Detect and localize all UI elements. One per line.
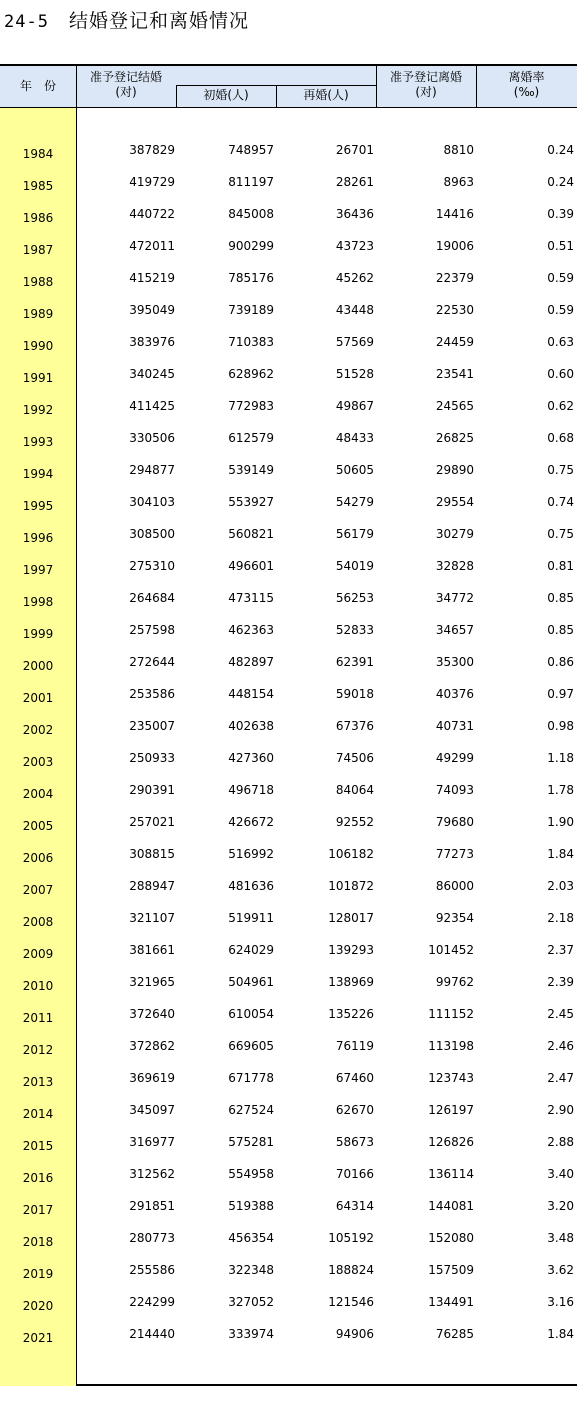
cell-first-marriage: 322348: [228, 1263, 274, 1277]
cell-divorce-registration: 126826: [428, 1135, 474, 1149]
cell-first-marriage: 482897: [228, 655, 274, 669]
cell-year: 1993: [22, 435, 54, 449]
cell-year: 1994: [22, 467, 54, 481]
cell-divorce-rate: 0.24: [547, 175, 574, 189]
cell-first-marriage: 739189: [228, 303, 274, 317]
table-row: [0, 1097, 577, 1129]
cell-remarriage: 105192: [328, 1231, 374, 1245]
cell-marriage-registration: 235007: [129, 719, 175, 733]
cell-first-marriage: 772983: [228, 399, 274, 413]
cell-remarriage: 52833: [335, 623, 374, 637]
cell-first-marriage: 327052: [228, 1295, 274, 1309]
cell-remarriage: 51528: [335, 367, 374, 381]
cell-year: 2006: [22, 851, 54, 865]
cell-marriage-registration: 214440: [129, 1327, 175, 1341]
cell-remarriage: 56253: [335, 591, 374, 605]
cell-divorce-rate: 1.18: [547, 751, 574, 765]
cell-divorce-registration: 152080: [428, 1231, 474, 1245]
cell-first-marriage: 462363: [228, 623, 274, 637]
cell-year: 1984: [22, 147, 54, 161]
cell-marriage-registration: 250933: [129, 751, 175, 765]
cell-divorce-rate: 0.68: [547, 431, 574, 445]
cell-remarriage: 50605: [335, 463, 374, 477]
cell-first-marriage: 554958: [228, 1167, 274, 1181]
cell-divorce-rate: 2.39: [547, 975, 574, 989]
cell-remarriage: 101872: [328, 879, 374, 893]
cell-divorce-registration: 49299: [435, 751, 474, 765]
cell-year: 1999: [22, 627, 54, 641]
cell-divorce-rate: 0.97: [547, 687, 574, 701]
cell-first-marriage: 519911: [228, 911, 274, 925]
cell-divorce-registration: 40376: [435, 687, 474, 701]
cell-year: 2009: [22, 947, 54, 961]
table-row: [0, 1289, 577, 1321]
table-number: 24-5: [4, 12, 49, 32]
cell-year: 2012: [22, 1043, 54, 1057]
table-row: [0, 1225, 577, 1257]
cell-remarriage: 59018: [335, 687, 374, 701]
table-row: [0, 649, 577, 681]
cell-divorce-registration: 136114: [428, 1167, 474, 1181]
cell-year: 2013: [22, 1075, 54, 1089]
cell-divorce-registration: 123743: [428, 1071, 474, 1085]
cell-divorce-registration: 29554: [435, 495, 474, 509]
cell-divorce-registration: 86000: [435, 879, 474, 893]
cell-marriage-registration: 291851: [129, 1199, 175, 1213]
table-header: [0, 66, 577, 108]
cell-first-marriage: 448154: [228, 687, 274, 701]
cell-marriage-registration: 440722: [129, 207, 175, 221]
cell-remarriage: 54279: [335, 495, 374, 509]
table-row: [0, 905, 577, 937]
cell-marriage-registration: 395049: [129, 303, 175, 317]
cell-year: 2019: [22, 1267, 54, 1281]
cell-divorce-rate: 2.46: [547, 1039, 574, 1053]
cell-year: 1996: [22, 531, 54, 545]
table-row: [0, 1161, 577, 1193]
table-title: 结婚登记和离婚情况: [68, 10, 249, 32]
cell-year: 1985: [22, 179, 54, 193]
table-row: [0, 841, 577, 873]
table-row: [0, 425, 577, 457]
cell-divorce-rate: 2.03: [547, 879, 574, 893]
cell-marriage-registration: 372862: [129, 1039, 175, 1053]
cell-remarriage: 70166: [335, 1167, 374, 1181]
cell-first-marriage: 748957: [228, 143, 274, 157]
header-year: 年 份: [19, 79, 56, 93]
cell-marriage-registration: 415219: [129, 271, 175, 285]
cell-first-marriage: 553927: [228, 495, 274, 509]
cell-first-marriage: 427360: [228, 751, 274, 765]
cell-divorce-registration: 40731: [435, 719, 474, 733]
cell-marriage-registration: 312562: [129, 1167, 175, 1181]
cell-year: 2000: [22, 659, 54, 673]
cell-divorce-rate: 0.75: [547, 527, 574, 541]
cell-marriage-registration: 345097: [129, 1103, 175, 1117]
header-remarriage: 再婚(人): [303, 88, 349, 102]
cell-remarriage: 76119: [335, 1039, 374, 1053]
cell-remarriage: 94906: [335, 1327, 374, 1341]
cell-divorce-registration: 24459: [435, 335, 474, 349]
table-row: [0, 809, 577, 841]
cell-divorce-registration: 22530: [435, 303, 474, 317]
cell-year: 2020: [22, 1299, 54, 1313]
cell-divorce-rate: 0.74: [547, 495, 574, 509]
cell-marriage-registration: 280773: [129, 1231, 175, 1245]
table-row: [0, 1321, 577, 1353]
header-first-marriage: 初婚(人): [203, 88, 249, 102]
cell-divorce-rate: 2.47: [547, 1071, 574, 1085]
cell-year: 1992: [22, 403, 54, 417]
cell-divorce-rate: 0.98: [547, 719, 574, 733]
cell-first-marriage: 539149: [228, 463, 274, 477]
cell-remarriage: 106182: [328, 847, 374, 861]
header-divider: [376, 66, 377, 108]
cell-first-marriage: 624029: [228, 943, 274, 957]
cell-year: 2018: [22, 1235, 54, 1249]
cell-marriage-registration: 419729: [129, 175, 175, 189]
cell-marriage-registration: 257598: [129, 623, 175, 637]
cell-divorce-registration: 8963: [443, 175, 474, 189]
cell-marriage-registration: 308500: [129, 527, 175, 541]
cell-year: 1986: [22, 211, 54, 225]
header-divider: [276, 85, 277, 108]
cell-year: 1988: [22, 275, 54, 289]
cell-year: 2002: [22, 723, 54, 737]
header-divorce-registration-unit: (对): [415, 85, 437, 99]
cell-divorce-rate: 0.86: [547, 655, 574, 669]
cell-divorce-registration: 30279: [435, 527, 474, 541]
table-row: [0, 745, 577, 777]
header-marriage-registration-label: 准予登记结婚: [89, 70, 162, 84]
cell-first-marriage: 516992: [228, 847, 274, 861]
cell-year: 2014: [22, 1107, 54, 1121]
cell-divorce-registration: 14416: [435, 207, 474, 221]
table-row: [0, 169, 577, 201]
cell-year: 1991: [22, 371, 54, 385]
cell-divorce-registration: 144081: [428, 1199, 474, 1213]
cell-marriage-registration: 272644: [129, 655, 175, 669]
table-row: [0, 201, 577, 233]
cell-divorce-registration: 99762: [435, 975, 474, 989]
header-divorce-registration-label: 准予登记离婚: [389, 70, 462, 84]
cell-divorce-registration: 34772: [435, 591, 474, 605]
cell-remarriage: 74506: [335, 751, 374, 765]
cell-divorce-registration: 24565: [435, 399, 474, 413]
cell-marriage-registration: 275310: [129, 559, 175, 573]
cell-marriage-registration: 381661: [129, 943, 175, 957]
cell-divorce-registration: 32828: [435, 559, 474, 573]
cell-remarriage: 135226: [328, 1007, 374, 1021]
cell-year: 1990: [22, 339, 54, 353]
cell-remarriage: 62670: [335, 1103, 374, 1117]
cell-divorce-registration: 92354: [435, 911, 474, 925]
table-row: [0, 585, 577, 617]
cell-marriage-registration: 340245: [129, 367, 175, 381]
cell-divorce-registration: 134491: [428, 1295, 474, 1309]
cell-year: 2005: [22, 819, 54, 833]
cell-marriage-registration: 411425: [129, 399, 175, 413]
cell-divorce-registration: 26825: [435, 431, 474, 445]
cell-year: 2004: [22, 787, 54, 801]
cell-remarriage: 188824: [328, 1263, 374, 1277]
cell-year: 2003: [22, 755, 54, 769]
table-row: [0, 393, 577, 425]
table-row: [0, 1193, 577, 1225]
cell-first-marriage: 785176: [228, 271, 274, 285]
cell-first-marriage: 671778: [228, 1071, 274, 1085]
cell-remarriage: 43723: [335, 239, 374, 253]
cell-marriage-registration: 290391: [129, 783, 175, 797]
cell-divorce-rate: 0.63: [547, 335, 574, 349]
cell-year: 2021: [22, 1331, 54, 1345]
cell-remarriage: 84064: [335, 783, 374, 797]
cell-divorce-rate: 0.51: [547, 239, 574, 253]
cell-first-marriage: 612579: [228, 431, 274, 445]
table-row: [0, 521, 577, 553]
table-row: [0, 1033, 577, 1065]
cell-first-marriage: 481636: [228, 879, 274, 893]
cell-first-marriage: 845008: [228, 207, 274, 221]
cell-first-marriage: 610054: [228, 1007, 274, 1021]
cell-divorce-registration: 113198: [428, 1039, 474, 1053]
header-marriage-registration-unit: (对): [115, 85, 137, 99]
cell-first-marriage: 669605: [228, 1039, 274, 1053]
cell-divorce-registration: 126197: [428, 1103, 474, 1117]
cell-divorce-rate: 2.90: [547, 1103, 574, 1117]
cell-remarriage: 48433: [335, 431, 374, 445]
cell-year: 1989: [22, 307, 54, 321]
cell-divorce-registration: 29890: [435, 463, 474, 477]
cell-first-marriage: 575281: [228, 1135, 274, 1149]
cell-marriage-registration: 255586: [129, 1263, 175, 1277]
table-row: [0, 265, 577, 297]
table-row: [0, 937, 577, 969]
table-row: [0, 969, 577, 1001]
cell-divorce-rate: 0.85: [547, 591, 574, 605]
cell-remarriage: 57569: [335, 335, 374, 349]
cell-remarriage: 139293: [328, 943, 374, 957]
cell-year: 1995: [22, 499, 54, 513]
cell-divorce-registration: 19006: [435, 239, 474, 253]
cell-marriage-registration: 330506: [129, 431, 175, 445]
cell-divorce-rate: 0.59: [547, 303, 574, 317]
cell-remarriage: 92552: [335, 815, 374, 829]
cell-divorce-rate: 0.85: [547, 623, 574, 637]
table-row: [0, 681, 577, 713]
cell-divorce-rate: 3.40: [547, 1167, 574, 1181]
cell-remarriage: 45262: [335, 271, 374, 285]
cell-marriage-registration: 224299: [129, 1295, 175, 1309]
cell-divorce-registration: 22379: [435, 271, 474, 285]
cell-divorce-rate: 0.39: [547, 207, 574, 221]
cell-divorce-rate: 3.48: [547, 1231, 574, 1245]
table-row: [0, 617, 577, 649]
cell-divorce-registration: 157509: [428, 1263, 474, 1277]
cell-remarriage: 138969: [328, 975, 374, 989]
cell-first-marriage: 473115: [228, 591, 274, 605]
table-row: [0, 713, 577, 745]
cell-remarriage: 28261: [335, 175, 374, 189]
cell-year: 2010: [22, 979, 54, 993]
cell-divorce-rate: 2.45: [547, 1007, 574, 1021]
cell-divorce-registration: 79680: [435, 815, 474, 829]
cell-first-marriage: 426672: [228, 815, 274, 829]
cell-first-marriage: 627524: [228, 1103, 274, 1117]
cell-remarriage: 56179: [335, 527, 374, 541]
cell-first-marriage: 710383: [228, 335, 274, 349]
cell-divorce-rate: 1.90: [547, 815, 574, 829]
table-row: [0, 361, 577, 393]
cell-marriage-registration: 253586: [129, 687, 175, 701]
cell-first-marriage: 402638: [228, 719, 274, 733]
cell-remarriage: 43448: [335, 303, 374, 317]
header-divorce-rate-unit: (‰): [513, 85, 540, 99]
cell-year: 2007: [22, 883, 54, 897]
cell-year: 2016: [22, 1171, 54, 1185]
cell-first-marriage: 560821: [228, 527, 274, 541]
cell-divorce-rate: 1.78: [547, 783, 574, 797]
cell-year: 1987: [22, 243, 54, 257]
table-row: [0, 489, 577, 521]
cell-remarriage: 64314: [335, 1199, 374, 1213]
cell-divorce-registration: 77273: [435, 847, 474, 861]
cell-remarriage: 128017: [328, 911, 374, 925]
cell-divorce-rate: 0.62: [547, 399, 574, 413]
cell-first-marriage: 456354: [228, 1231, 274, 1245]
cell-remarriage: 121546: [328, 1295, 374, 1309]
header-divorce-rate: [476, 70, 577, 100]
cell-divorce-rate: 0.81: [547, 559, 574, 573]
table-row: [0, 457, 577, 489]
cell-divorce-registration: 101452: [428, 943, 474, 957]
header-bottom-rule: [0, 107, 577, 108]
cell-marriage-registration: 257021: [129, 815, 175, 829]
table-row: [0, 329, 577, 361]
table-row: [0, 297, 577, 329]
cell-first-marriage: 811197: [228, 175, 274, 189]
cell-marriage-registration: 264684: [129, 591, 175, 605]
cell-year: 2001: [22, 691, 54, 705]
cell-divorce-registration: 35300: [435, 655, 474, 669]
cell-divorce-rate: 0.75: [547, 463, 574, 477]
header-marriage-registration: [76, 70, 176, 100]
cell-first-marriage: 496718: [228, 783, 274, 797]
cell-divorce-rate: 3.62: [547, 1263, 574, 1277]
cell-marriage-registration: 321965: [129, 975, 175, 989]
cell-divorce-rate: 2.37: [547, 943, 574, 957]
cell-remarriage: 58673: [335, 1135, 374, 1149]
cell-divorce-rate: 2.88: [547, 1135, 574, 1149]
header-divider: [476, 66, 477, 108]
cell-divorce-rate: 0.59: [547, 271, 574, 285]
cell-marriage-registration: 308815: [129, 847, 175, 861]
table-row: [0, 1001, 577, 1033]
cell-marriage-registration: 472011: [129, 239, 175, 253]
header-divorce-registration: [376, 70, 476, 100]
table-row: [0, 1065, 577, 1097]
cell-remarriage: 26701: [335, 143, 374, 157]
cell-divorce-rate: 3.16: [547, 1295, 574, 1309]
cell-marriage-registration: 383976: [129, 335, 175, 349]
cell-first-marriage: 504961: [228, 975, 274, 989]
cell-divorce-registration: 34657: [435, 623, 474, 637]
cell-marriage-registration: 294877: [129, 463, 175, 477]
cell-remarriage: 67460: [335, 1071, 374, 1085]
cell-divorce-rate: 3.20: [547, 1199, 574, 1213]
cell-divorce-rate: 1.84: [547, 1327, 574, 1341]
cell-remarriage: 67376: [335, 719, 374, 733]
cell-first-marriage: 628962: [228, 367, 274, 381]
table-row: [0, 777, 577, 809]
cell-divorce-registration: 111152: [428, 1007, 474, 1021]
cell-divorce-registration: 8810: [443, 143, 474, 157]
cell-marriage-registration: 288947: [129, 879, 175, 893]
cell-divorce-registration: 74093: [435, 783, 474, 797]
cell-marriage-registration: 369619: [129, 1071, 175, 1085]
page-title: [4, 6, 249, 33]
cell-marriage-registration: 372640: [129, 1007, 175, 1021]
cell-first-marriage: 496601: [228, 559, 274, 573]
table-row: [0, 553, 577, 585]
cell-divorce-rate: 1.84: [547, 847, 574, 861]
cell-year: 2017: [22, 1203, 54, 1217]
cell-first-marriage: 333974: [228, 1327, 274, 1341]
cell-year: 1997: [22, 563, 54, 577]
cell-year: 1998: [22, 595, 54, 609]
cell-divorce-rate: 0.24: [547, 143, 574, 157]
header-divider: [176, 85, 177, 108]
cell-divorce-registration: 23541: [435, 367, 474, 381]
cell-remarriage: 36436: [335, 207, 374, 221]
table-row: [0, 137, 577, 169]
cell-remarriage: 62391: [335, 655, 374, 669]
table-row: [0, 873, 577, 905]
cell-first-marriage: 519388: [228, 1199, 274, 1213]
cell-divorce-rate: 2.18: [547, 911, 574, 925]
table-row: [0, 233, 577, 265]
cell-year: 2008: [22, 915, 54, 929]
cell-divorce-registration: 76285: [435, 1327, 474, 1341]
table-row: [0, 1257, 577, 1289]
cell-first-marriage: 900299: [228, 239, 274, 253]
cell-remarriage: 54019: [335, 559, 374, 573]
data-table: [0, 64, 577, 1386]
cell-marriage-registration: 304103: [129, 495, 175, 509]
cell-marriage-registration: 316977: [129, 1135, 175, 1149]
cell-divorce-rate: 0.60: [547, 367, 574, 381]
cell-year: 2015: [22, 1139, 54, 1153]
cell-marriage-registration: 321107: [129, 911, 175, 925]
cell-remarriage: 49867: [335, 399, 374, 413]
header-divorce-rate-label: 离婚率: [508, 70, 545, 84]
cell-year: 2011: [22, 1011, 54, 1025]
cell-marriage-registration: 387829: [129, 143, 175, 157]
table-row: [0, 1129, 577, 1161]
